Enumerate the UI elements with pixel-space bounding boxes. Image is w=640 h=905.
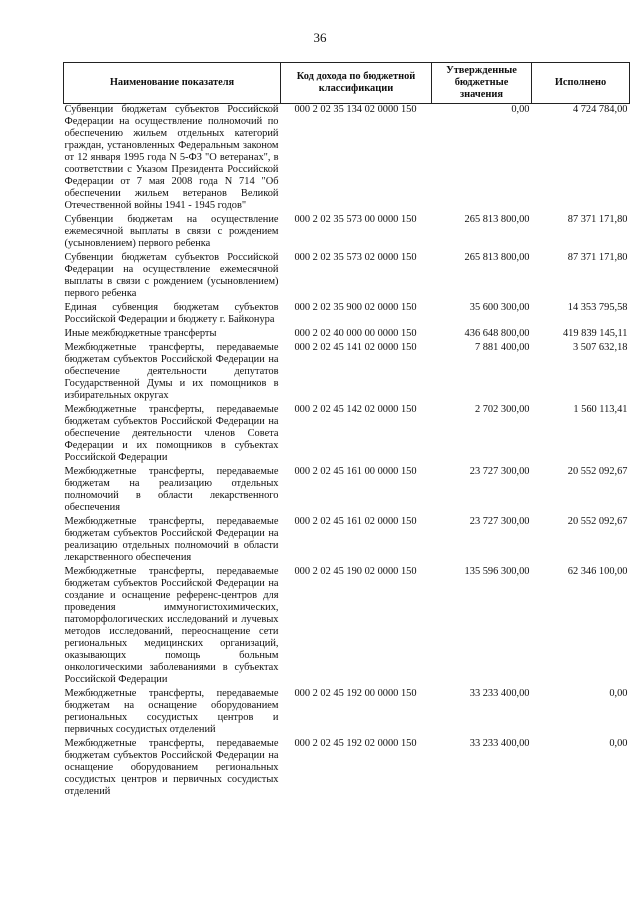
row-executed: 62 346 100,00 xyxy=(567,566,628,577)
table-row xyxy=(64,688,630,738)
row-approved: 135 596 300,00 xyxy=(464,566,530,577)
table-row xyxy=(64,302,630,328)
row-name: Межбюджетные трансферты, передаваемые бюджетам субъектов Российской Федерации на обеспечение деятельности депутатов Государственной Думы и их помощников в избирательных округах xyxy=(64,342,279,401)
row-executed: 14 353 795,58 xyxy=(567,302,628,313)
table-row xyxy=(64,404,630,466)
header-code: Код дохода по бюджетной классификации xyxy=(281,63,432,104)
row-name: Межбюджетные трансферты, передаваемые бюджетам субъектов Российской Федерации на реализацию отдельных полномочий в области лекарственного обеспечения xyxy=(64,516,279,563)
row-executed: 4 724 784,00 xyxy=(572,104,628,115)
row-approved: 7 881 400,00 xyxy=(474,342,530,353)
row-code: 000 2 02 35 900 02 0000 150 xyxy=(294,302,417,313)
table-row xyxy=(64,738,630,800)
table-row xyxy=(64,214,630,252)
row-executed: 0,00 xyxy=(609,738,628,749)
table-row xyxy=(64,104,630,215)
row-executed: 20 552 092,67 xyxy=(567,466,628,477)
budget-table xyxy=(63,62,630,800)
page-number: 36 xyxy=(313,30,327,45)
row-executed: 1 560 113,41 xyxy=(573,404,628,415)
row-executed: 0,00 xyxy=(609,688,628,699)
row-name: Иные межбюджетные трансферты xyxy=(64,328,217,339)
row-code: 000 2 02 45 192 02 0000 150 xyxy=(294,738,417,749)
row-name: Субвенции бюджетам субъектов Российской Федерации на осуществление полномочий по обеспечению жильем отдельных категорий граждан, установленных Федеральным законом от 12 января 1995 года N 5-ФЗ "О ветеранах", в соответствии с Указом Президента Российской Федерации от 7 мая 2008 года N 714 "Об обеспечении жильем ветеранов Великой Отечественной войны 1941 - 1945 годов" xyxy=(64,104,279,211)
row-name: Субвенции бюджетам субъектов Российской Федерации на осуществление ежемесячной выплаты в связи с рождением (усыновлением) первого ребенка xyxy=(64,252,279,299)
table-row xyxy=(64,516,630,566)
row-approved: 436 648 800,00 xyxy=(464,328,530,339)
row-code: 000 2 02 45 190 02 0000 150 xyxy=(294,566,417,577)
row-code: 000 2 02 45 142 02 0000 150 xyxy=(294,404,417,415)
row-approved: 2 702 300,00 xyxy=(474,404,530,415)
row-name: Межбюджетные трансферты, передаваемые бюджетам на реализацию отдельных полномочий в области лекарственного обеспечения xyxy=(64,466,279,513)
row-name: Межбюджетные трансферты, передаваемые бюджетам субъектов Российской Федерации на оснащение оборудованием региональных сосудистых центров и первичных сосудистых отделений xyxy=(64,738,279,797)
row-approved: 265 813 800,00 xyxy=(464,252,530,263)
row-approved: 35 600 300,00 xyxy=(469,302,530,313)
row-approved: 265 813 800,00 xyxy=(464,214,530,225)
row-approved: 23 727 300,00 xyxy=(469,516,530,527)
row-code: 000 2 02 35 573 00 0000 150 xyxy=(294,214,417,225)
row-name: Единая субвенция бюджетам субъектов Российской Федерации и бюджету г. Байконура xyxy=(64,302,279,325)
header-name: Наименование показателя xyxy=(64,63,281,104)
table-header-row xyxy=(64,63,630,104)
row-executed: 87 371 171,80 xyxy=(567,214,628,225)
row-code: 000 2 02 45 161 00 0000 150 xyxy=(294,466,417,477)
row-approved: 33 233 400,00 xyxy=(469,688,530,699)
row-approved: 23 727 300,00 xyxy=(469,466,530,477)
table-row xyxy=(64,328,630,342)
table-row xyxy=(64,342,630,404)
table-row xyxy=(64,566,630,688)
row-code: 000 2 02 35 134 02 0000 150 xyxy=(294,104,417,115)
row-code: 000 2 02 40 000 00 0000 150 xyxy=(294,328,417,339)
row-name: Межбюджетные трансферты, передаваемые бюджетам на оснащение оборудованием региональных сосудистых центров и первичных сосудистых отделений xyxy=(64,688,279,735)
row-executed: 419 839 145,11 xyxy=(562,328,628,339)
row-executed: 20 552 092,67 xyxy=(567,516,628,527)
header-executed: Исполнено xyxy=(532,63,630,104)
row-name: Межбюджетные трансферты, передаваемые бюджетам субъектов Российской Федерации на создание и оснащение референс-центров для проведения иммуногистохимических, патоморфологических исследований и лучевых методов исследований, переоснащение сети региональных медицинских организаций, оказывающих помощь больным онкологическими заболеваниями в субъектах Российской Федерации xyxy=(64,566,279,685)
row-executed: 87 371 171,80 xyxy=(567,252,628,263)
row-approved: 33 233 400,00 xyxy=(469,738,530,749)
header-approved: Утвержденные бюджетные значения xyxy=(432,63,532,104)
table-row xyxy=(64,252,630,302)
row-code: 000 2 02 45 192 00 0000 150 xyxy=(294,688,417,699)
row-code: 000 2 02 35 573 02 0000 150 xyxy=(294,252,417,263)
table-row xyxy=(64,466,630,516)
row-approved: 0,00 xyxy=(511,104,530,115)
row-code: 000 2 02 45 141 02 0000 150 xyxy=(294,342,417,353)
row-name: Субвенции бюджетам на осуществление ежемесячной выплаты в связи с рождением (усыновлением) первого ребенка xyxy=(64,214,279,249)
row-name: Межбюджетные трансферты, передаваемые бюджетам субъектов Российской Федерации на обеспечение деятельности членов Совета Федерации и их помощников в субъектах Российской Федерации xyxy=(64,404,279,463)
row-code: 000 2 02 45 161 02 0000 150 xyxy=(294,516,417,527)
row-executed: 3 507 632,18 xyxy=(572,342,628,353)
